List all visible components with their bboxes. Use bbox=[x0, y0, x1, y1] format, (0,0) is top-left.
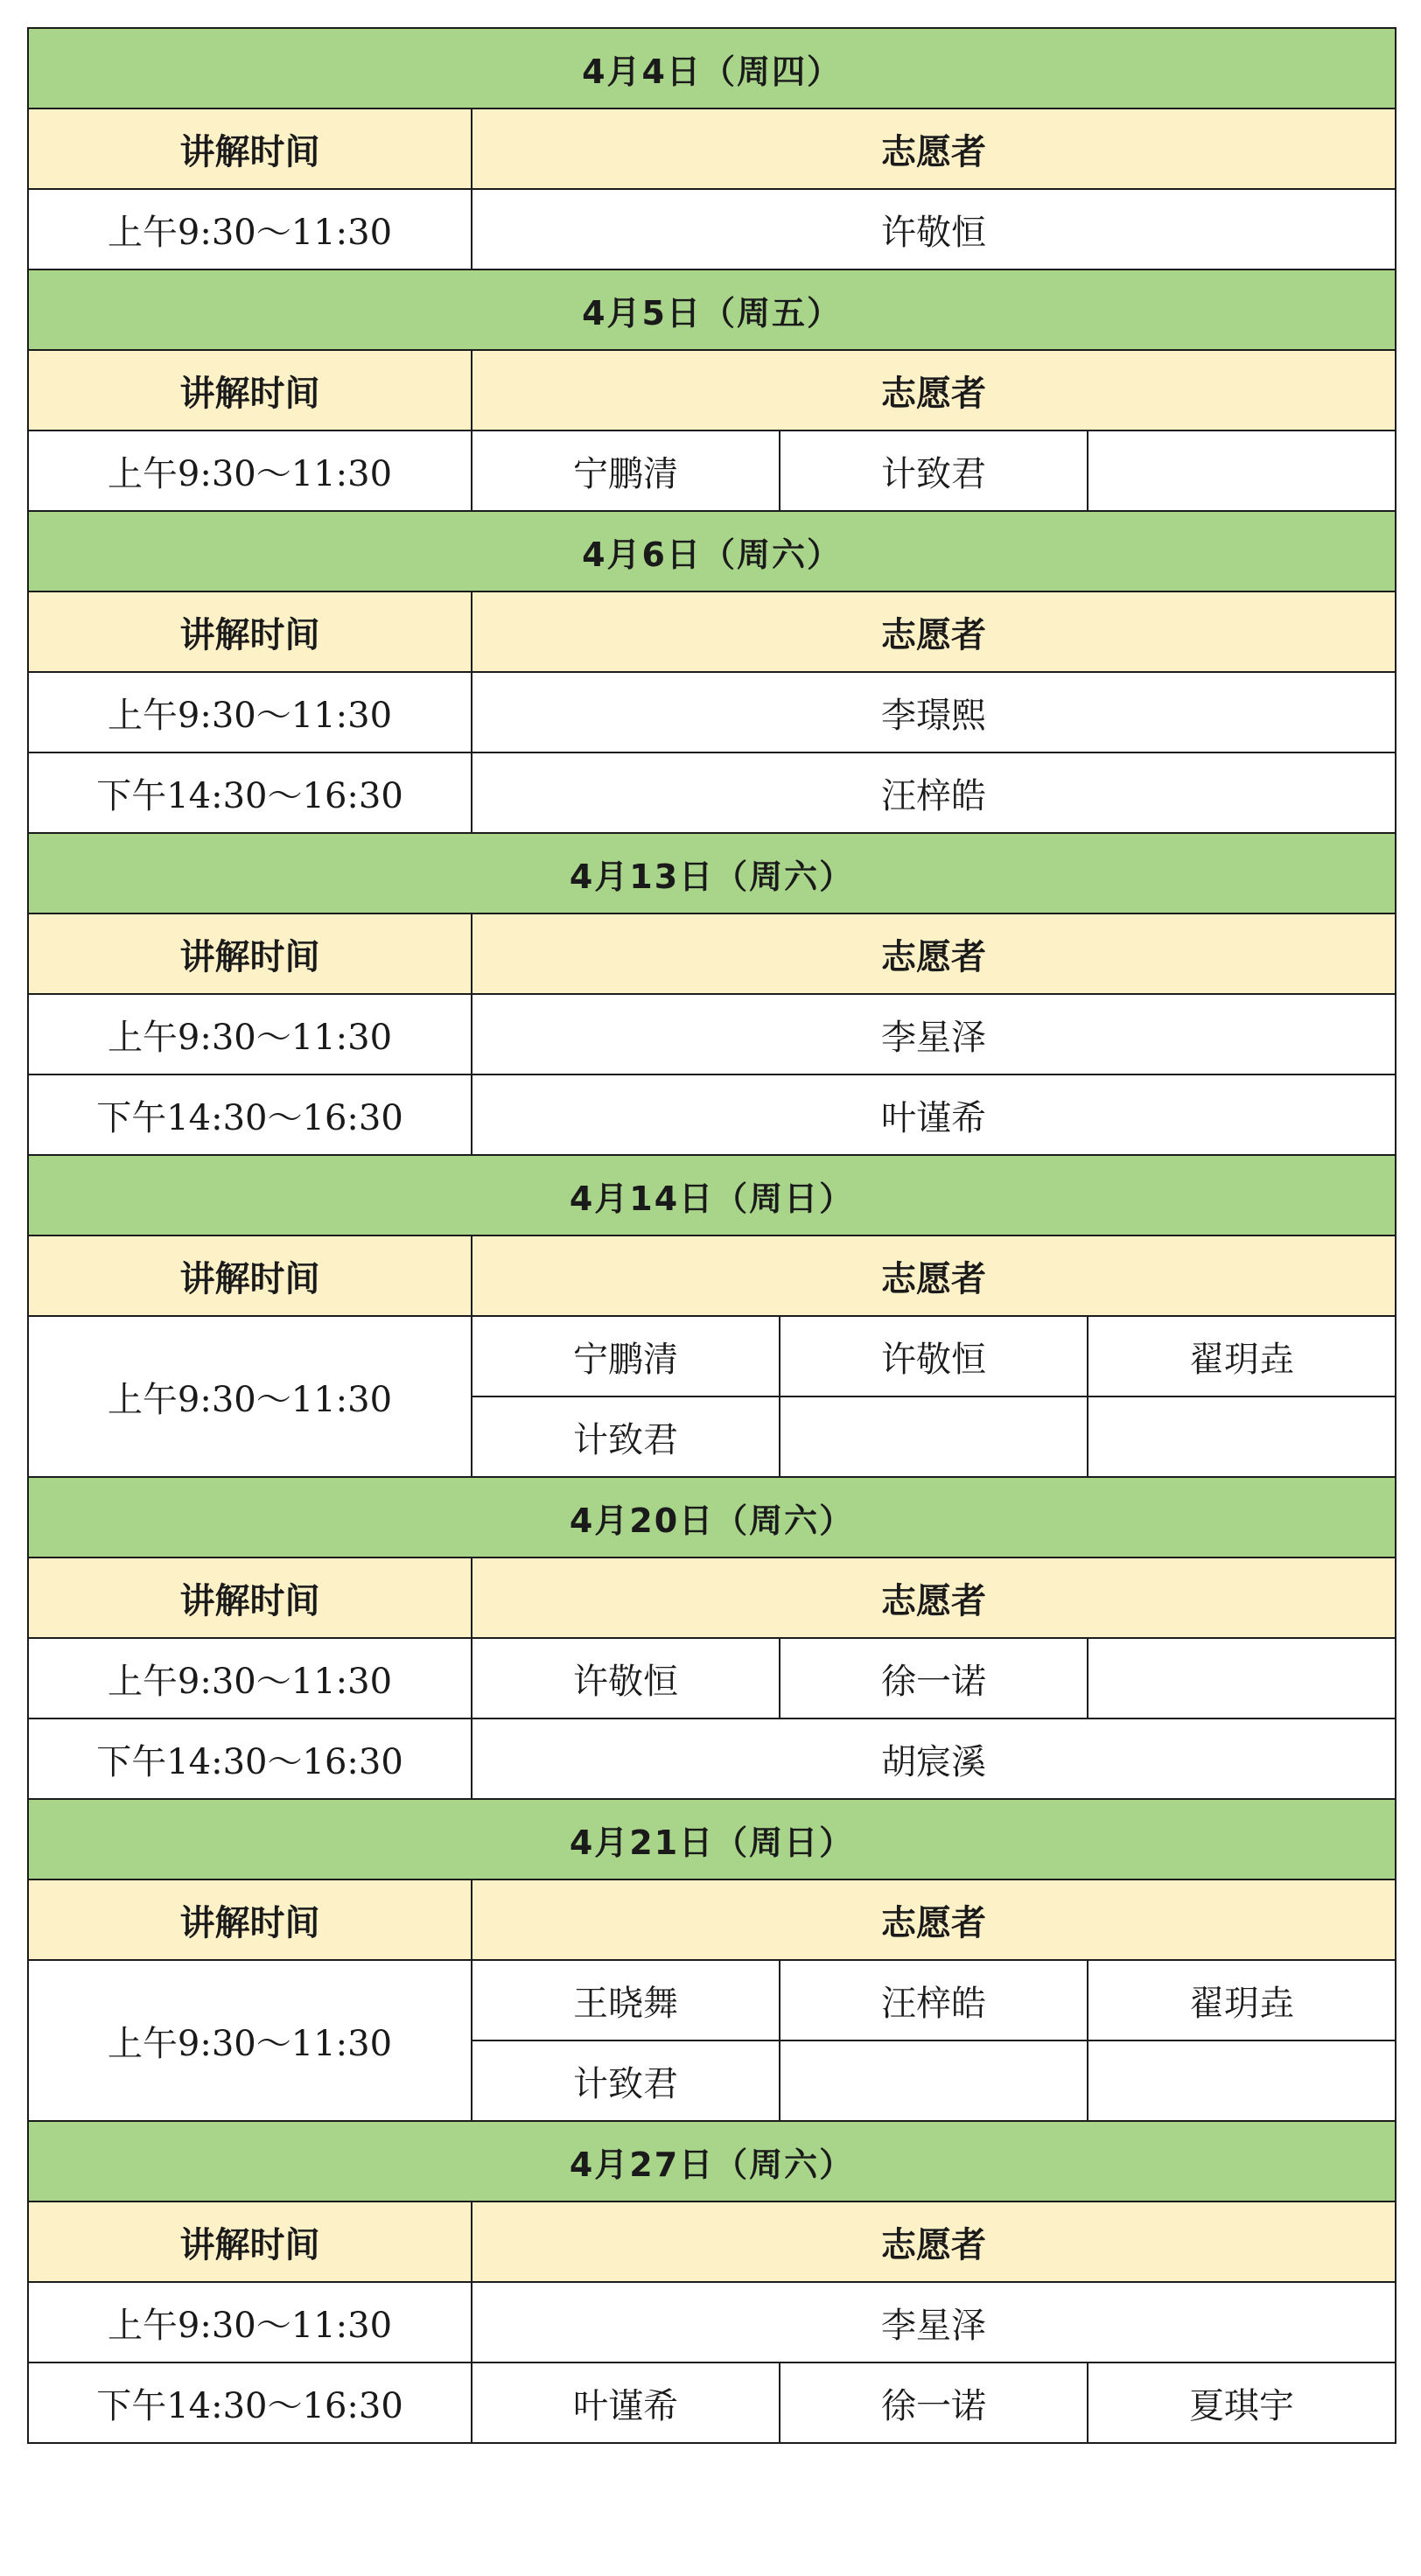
time-column-header: 讲解时间 bbox=[28, 108, 472, 189]
volunteer-schedule-table bbox=[27, 27, 1396, 2444]
session-time: 上午9:30～11:30 bbox=[28, 994, 472, 1074]
volunteer-column-header: 志愿者 bbox=[472, 350, 1396, 430]
volunteer-column-header: 志愿者 bbox=[472, 1236, 1396, 1316]
volunteer-name: 李星泽 bbox=[472, 2282, 1396, 2362]
date-heading: 4月4日（周四） bbox=[28, 28, 1396, 108]
time-column-header: 讲解时间 bbox=[28, 1236, 472, 1316]
volunteer-name: 许敬恒 bbox=[472, 1638, 780, 1718]
volunteer-name: 计致君 bbox=[472, 1396, 780, 1477]
volunteer-name: 王晓舞 bbox=[472, 1960, 780, 2040]
header-row bbox=[28, 2202, 1396, 2282]
volunteer-name: 翟玥垚 bbox=[1088, 1316, 1396, 1396]
volunteer-name: 李璟熙 bbox=[472, 672, 1396, 752]
volunteer-column-header: 志愿者 bbox=[472, 914, 1396, 994]
session-row bbox=[28, 1074, 1396, 1155]
session-time: 下午14:30～16:30 bbox=[28, 1074, 472, 1155]
date-row bbox=[28, 1155, 1396, 1236]
volunteer-name: 夏琪宇 bbox=[1088, 2362, 1396, 2443]
volunteer-column-header: 志愿者 bbox=[472, 592, 1396, 672]
date-heading: 4月21日（周日） bbox=[28, 1799, 1396, 1880]
date-row bbox=[28, 1799, 1396, 1880]
session-time: 上午9:30～11:30 bbox=[28, 1638, 472, 1718]
volunteer-name: 徐一诺 bbox=[780, 1638, 1088, 1718]
session-row bbox=[28, 1960, 1396, 2040]
session-row bbox=[28, 1638, 1396, 1718]
date-heading: 4月6日（周六） bbox=[28, 511, 1396, 592]
time-column-header: 讲解时间 bbox=[28, 914, 472, 994]
volunteer-name: 宁鹏清 bbox=[472, 430, 780, 511]
header-row bbox=[28, 592, 1396, 672]
session-row bbox=[28, 994, 1396, 1074]
volunteer-name bbox=[1088, 1396, 1396, 1477]
date-row bbox=[28, 2121, 1396, 2202]
time-column-header: 讲解时间 bbox=[28, 350, 472, 430]
session-row bbox=[28, 1718, 1396, 1799]
volunteer-column-header: 志愿者 bbox=[472, 1880, 1396, 1960]
session-row bbox=[28, 430, 1396, 511]
volunteer-name bbox=[780, 1396, 1088, 1477]
volunteer-name: 计致君 bbox=[472, 2040, 780, 2121]
volunteer-name bbox=[780, 2040, 1088, 2121]
time-column-header: 讲解时间 bbox=[28, 1558, 472, 1638]
date-row bbox=[28, 833, 1396, 914]
session-time: 上午9:30～11:30 bbox=[28, 672, 472, 752]
session-time: 上午9:30～11:30 bbox=[28, 2282, 472, 2362]
header-row bbox=[28, 914, 1396, 994]
volunteer-column-header: 志愿者 bbox=[472, 2202, 1396, 2282]
volunteer-name: 汪梓皓 bbox=[472, 752, 1396, 833]
session-time: 上午9:30～11:30 bbox=[28, 1960, 472, 2121]
date-row bbox=[28, 270, 1396, 350]
header-row bbox=[28, 1880, 1396, 1960]
date-heading: 4月5日（周五） bbox=[28, 270, 1396, 350]
header-row bbox=[28, 108, 1396, 189]
session-row bbox=[28, 672, 1396, 752]
volunteer-name: 计致君 bbox=[780, 430, 1088, 511]
session-time: 下午14:30～16:30 bbox=[28, 1718, 472, 1799]
volunteer-name bbox=[1088, 1638, 1396, 1718]
session-time: 下午14:30～16:30 bbox=[28, 2362, 472, 2443]
volunteer-name: 汪梓皓 bbox=[780, 1960, 1088, 2040]
volunteer-name: 徐一诺 bbox=[780, 2362, 1088, 2443]
date-heading: 4月14日（周日） bbox=[28, 1155, 1396, 1236]
volunteer-name: 叶谨希 bbox=[472, 2362, 780, 2443]
date-heading: 4月13日（周六） bbox=[28, 833, 1396, 914]
date-heading: 4月20日（周六） bbox=[28, 1477, 1396, 1558]
date-heading: 4月27日（周六） bbox=[28, 2121, 1396, 2202]
volunteer-name: 许敬恒 bbox=[780, 1316, 1088, 1396]
date-row bbox=[28, 1477, 1396, 1558]
volunteer-column-header: 志愿者 bbox=[472, 1558, 1396, 1638]
volunteer-name: 叶谨希 bbox=[472, 1074, 1396, 1155]
date-row bbox=[28, 28, 1396, 108]
session-row bbox=[28, 2362, 1396, 2443]
volunteer-name bbox=[1088, 2040, 1396, 2121]
session-row bbox=[28, 189, 1396, 270]
session-time: 上午9:30～11:30 bbox=[28, 189, 472, 270]
session-row bbox=[28, 1316, 1396, 1396]
time-column-header: 讲解时间 bbox=[28, 1880, 472, 1960]
date-row bbox=[28, 511, 1396, 592]
time-column-header: 讲解时间 bbox=[28, 592, 472, 672]
header-row bbox=[28, 1558, 1396, 1638]
session-time: 上午9:30～11:30 bbox=[28, 1316, 472, 1477]
volunteer-name: 宁鹏清 bbox=[472, 1316, 780, 1396]
session-time: 上午9:30～11:30 bbox=[28, 430, 472, 511]
time-column-header: 讲解时间 bbox=[28, 2202, 472, 2282]
schedule-page bbox=[27, 27, 1395, 2444]
volunteer-column-header: 志愿者 bbox=[472, 108, 1396, 189]
volunteer-name bbox=[1088, 430, 1396, 511]
session-row bbox=[28, 2282, 1396, 2362]
header-row bbox=[28, 350, 1396, 430]
volunteer-name: 胡宸溪 bbox=[472, 1718, 1396, 1799]
volunteer-name: 许敬恒 bbox=[472, 189, 1396, 270]
volunteer-name: 李星泽 bbox=[472, 994, 1396, 1074]
session-time: 下午14:30～16:30 bbox=[28, 752, 472, 833]
session-row bbox=[28, 752, 1396, 833]
header-row bbox=[28, 1236, 1396, 1316]
volunteer-name: 翟玥垚 bbox=[1088, 1960, 1396, 2040]
